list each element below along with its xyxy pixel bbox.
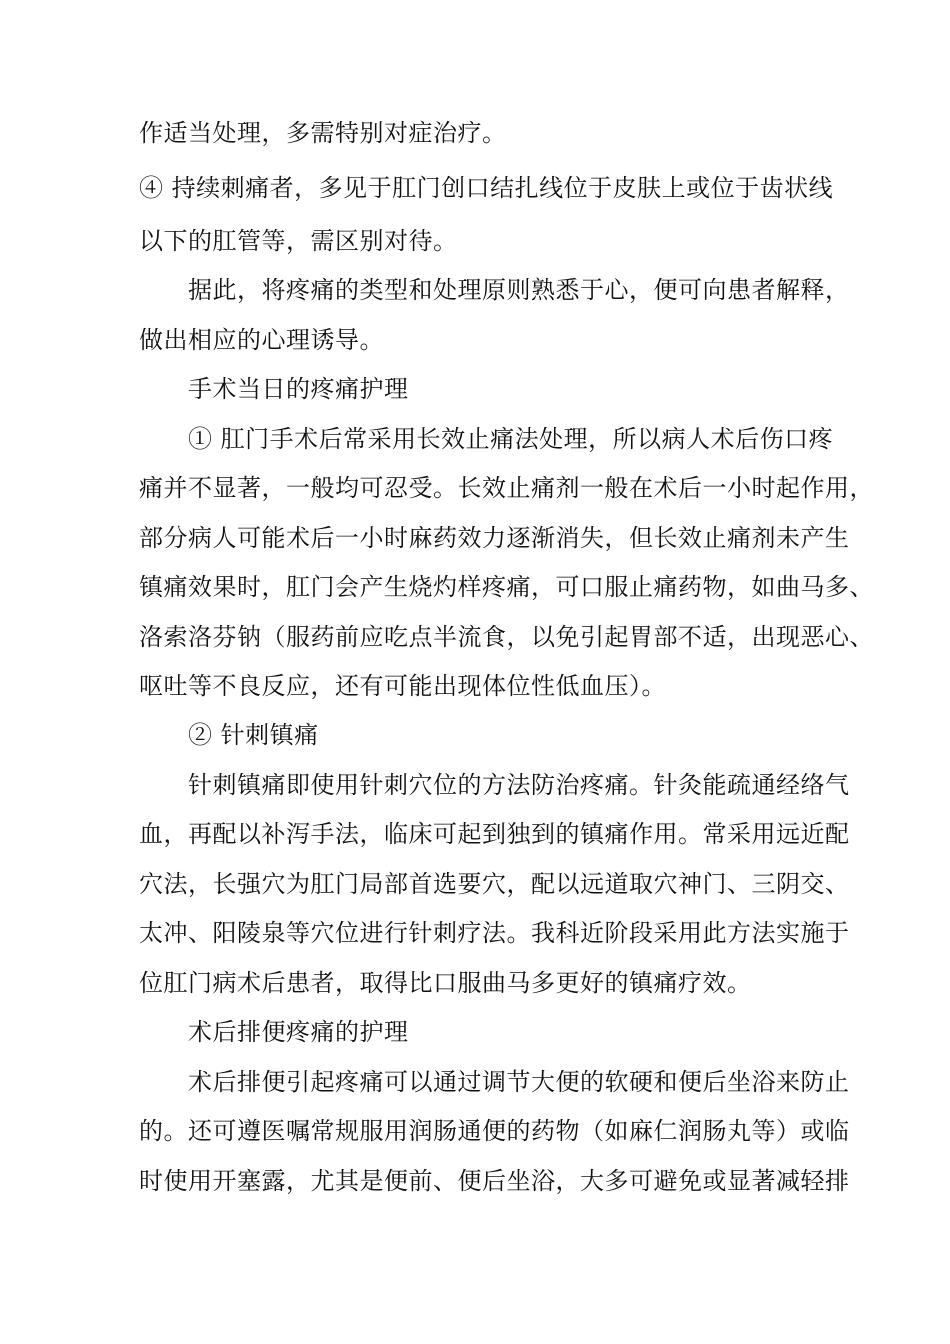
text-line: 呕吐等不良反应，还有可能出现体位性低血压）。 [139,672,666,700]
section-heading: 手术当日的疼痛护理 [188,375,409,403]
text-line: 血，再配以补泻手法，临床可起到独到的镇痛作用。常采用远近配 [139,820,850,848]
text-line: 镇痛效果时，肛门会产生烧灼样疼痛，可口服止痛药物，如曲马多、 [139,573,874,601]
text-line: ① 肛门手术后常采用长效止痛法处理，所以病人术后伤口疼 [188,425,834,453]
text-line: 穴法，长强穴为肛门局部首选要穴，配以远道取穴神门、三阴交、 [139,870,850,898]
text-line: 的。还可遵医嘱常规服用润肠通便的药物（如麻仁润肠丸等）或临 [139,1117,850,1145]
text-line: 位肛门病术后患者，取得比口服曲马多更好的镇痛疗效。 [139,969,752,997]
text-line: 时使用开塞露，尤其是便前、便后坐浴，大多可避免或显著减轻排 [139,1167,850,1195]
section-heading: ② 针刺镇痛 [188,721,319,749]
section-heading: 术后排便疼痛的护理 [188,1018,409,1046]
text-line: 据此，将疼痛的类型和处理原则熟悉于心，便可向患者解释， [188,276,850,304]
text-line: 部分病人可能术后一小时麻药效力逐渐消失，但长效止痛剂未产生 [139,524,850,552]
text-line: 痛并不显著，一般均可忍受。长效止痛剂一般在术后一小时起作用， [139,474,874,502]
text-line: 以下的肛管等，需区别对待。 [139,227,458,255]
text-line: 针刺镇痛即使用针刺穴位的方法防治疼痛。针灸能疏通经络气 [188,771,850,799]
text-line: 作适当处理，多需特别对症治疗。 [139,119,507,147]
text-line: 洛索洛芬钠（服药前应吃点半流食，以免引起胃部不适，出现恶心、 [139,623,874,651]
text-line: 术后排便引起疼痛可以通过调节大便的软硬和便后坐浴来防止 [188,1068,850,1096]
text-line: ④ 持续刺痛者，多见于肛门创口结扎线位于皮肤上或位于齿状线 [139,174,834,202]
text-line: 太冲、阳陵泉等穴位进行针刺疗法。我科近阶段采用此方法实施于 [139,919,850,947]
text-line: 做出相应的心理诱导。 [139,326,384,354]
